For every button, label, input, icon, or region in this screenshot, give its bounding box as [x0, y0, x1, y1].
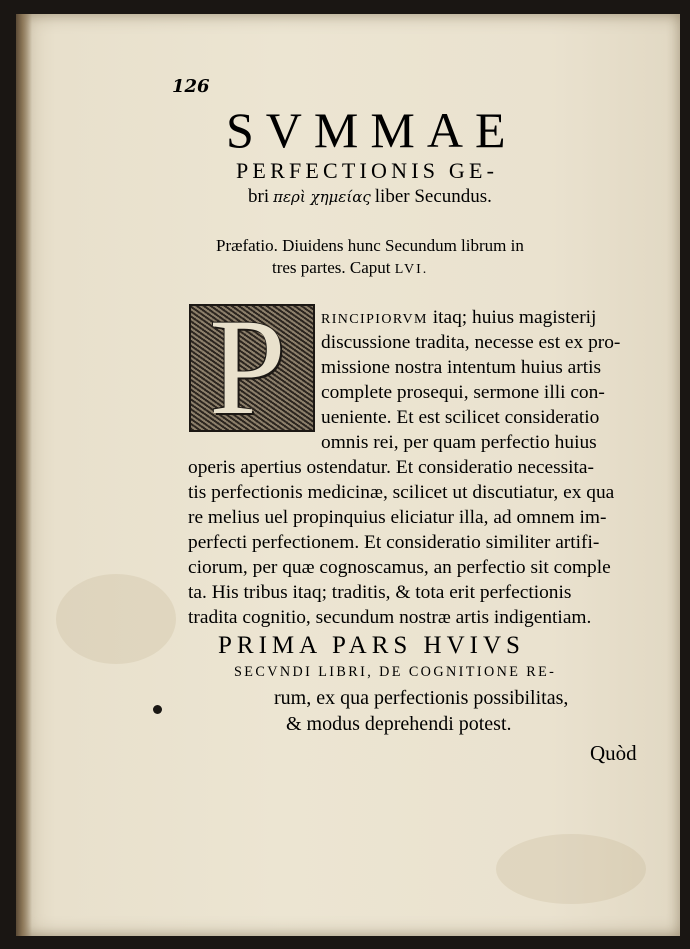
- lead-word: RINCIPIORVM: [321, 312, 428, 327]
- section-heading-line: SECVNDI LIBRI, DE COGNITIONE RE-: [234, 664, 557, 680]
- title-main: SVMMAE: [226, 102, 518, 158]
- body-line: [321, 306, 596, 332]
- page-number: 126: [172, 76, 210, 97]
- body-line: tradita cognitio, secundum nostræ artis indigentiam.: [188, 607, 592, 628]
- preface-text: tres partes. Caput: [272, 258, 391, 277]
- title-subtitle: PERFECTIONIS GE-: [236, 158, 499, 183]
- body-text: itaq; huius magisterij: [427, 307, 597, 328]
- body-line: missione nostra intentum huius artis: [321, 357, 602, 378]
- section-heading-line: rum, ex qua perfectionis possibilitas,: [274, 687, 569, 709]
- body-line: discussione tradita, necesse est ex pro-: [321, 332, 621, 353]
- paper-stain: [496, 834, 646, 904]
- title-word: bri: [248, 186, 270, 207]
- body-line: re melius uel propinquius eliciatur illa, ad omnem im-: [188, 507, 607, 528]
- body-line: operis apertius ostendatur. Et consideratio necessita-: [188, 457, 595, 478]
- title-subtitle-line: [248, 186, 492, 208]
- paper-stain: [56, 574, 176, 664]
- body-line: ueniente. Et est scilicet consideratio: [321, 407, 600, 428]
- ink-spot: [153, 705, 162, 714]
- greek-title: περὶ χημείας: [273, 188, 371, 206]
- initial-letter: P: [209, 304, 286, 432]
- title-word: liber Secundus.: [374, 186, 492, 207]
- body-line: ciorum, per quæ cognoscamus, an perfectio sit comple: [188, 557, 611, 578]
- woodcut-initial: [189, 304, 315, 432]
- body-line: ta. His tribus itaq; traditis, & tota erit perfectionis: [188, 582, 572, 603]
- preface-heading: Præfatio. Diuidens hunc Secundum librum in: [216, 236, 524, 255]
- book-gutter: [16, 14, 32, 936]
- preface-heading-line: [272, 258, 428, 278]
- body-line: complete prosequi, sermone illi con-: [321, 382, 605, 403]
- body-line: perfecti perfectionem. Et consideratio similiter artifi-: [188, 532, 600, 553]
- catchword: Quòd: [590, 741, 637, 765]
- chapter-number: LVI.: [394, 262, 429, 277]
- section-heading-line: & modus deprehendi potest.: [286, 713, 512, 735]
- body-line: tis perfectionis medicinæ, scilicet ut discutiatur, ex qua: [188, 482, 615, 503]
- section-heading: PRIMA PARS HVIVS: [218, 632, 525, 659]
- body-line: omnis rei, per quam perfectio huius: [321, 432, 597, 453]
